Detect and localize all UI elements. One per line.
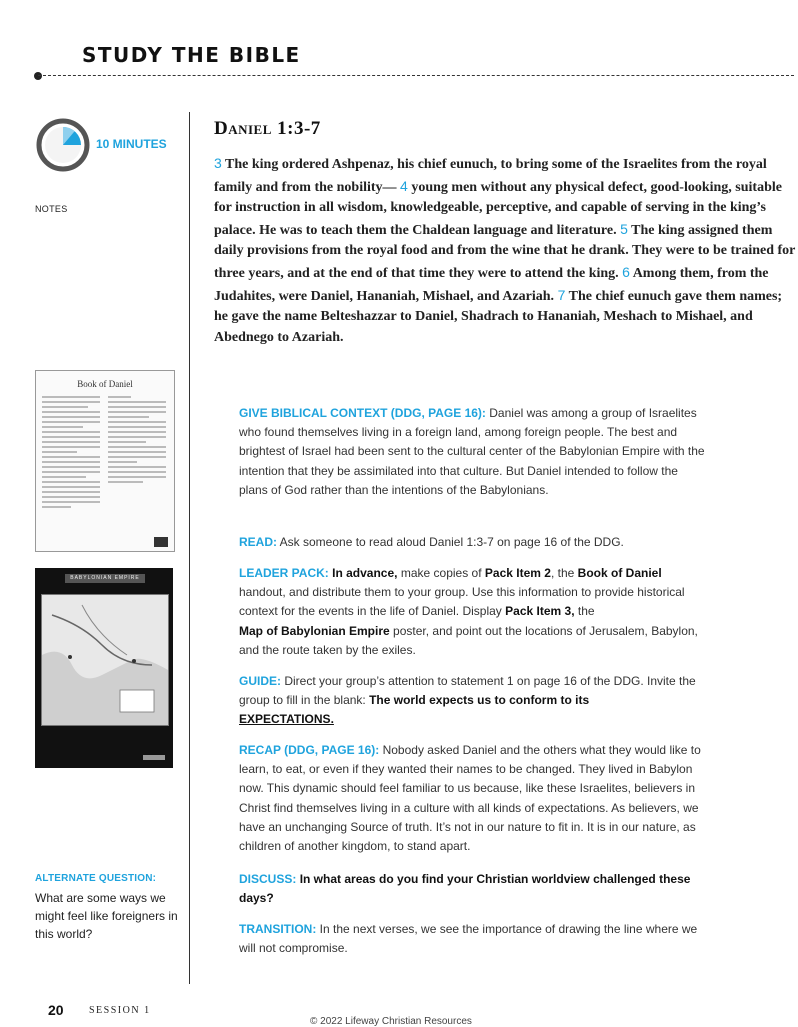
leader-pack-emphasis: In advance, [332,566,398,580]
alternate-question-label: ALTERNATE QUESTION: [35,873,157,884]
guide-paragraph [239,672,709,730]
pack-item-2: Pack Item 2 [484,566,551,580]
session-label: SESSION 1 [89,1005,151,1016]
discuss-label: DISCUSS: [239,872,297,886]
read-paragraph [239,533,709,552]
recap-text: Nobody asked Daniel and the others what they would like to learn, to eat, or even if they wanted their names to be changed. They lived in Babylon now. This dynamic should feel familiar to us because, like these Israelites, believers in Christ find themselves living in a culture with all kinds of expectations. As believers, we have an unchanging Source of truth. It’s not in our nature to fit in. It is in our nature, as children of another kingdom, to stand apart. [239,743,701,854]
transition-paragraph [239,920,709,958]
header-rule-dot [34,72,42,80]
handout-text-column [108,393,166,486]
page-title: STUDY THE BIBLE [82,43,301,67]
copyright: © 2022 Lifeway Christian Resources [310,1016,472,1027]
poster-title: BABYLONIAN EMPIRE [65,574,145,583]
verse-number: 7 [557,286,566,303]
context-paragraph [239,404,709,500]
verse-number: 4 [400,177,408,194]
recap-paragraph [239,741,709,856]
page-number: 20 [48,1002,64,1018]
map-illustration [41,594,169,726]
verse-text: The king assigned them daily provisions from the royal food and from the wine that he drank. They were to be trained for three years, and at the end of that time they were to attend the king. [214,222,796,281]
timer-icon [36,118,90,172]
leader-pack-label: LEADER PACK: [239,566,329,580]
leader-pack-paragraph [239,564,709,660]
guide-label: GUIDE: [239,674,281,688]
guide-statement: The world expects us to conform to its [369,693,590,708]
column-divider [189,112,190,984]
read-text: Ask someone to read aloud Daniel 1:3-7 on page 16 of the DDG. [279,535,624,549]
header-rule [38,75,794,76]
pack-item-3: Pack Item 3, [505,604,575,619]
publisher-logo [154,537,168,547]
handout-title: Book of Daniel [77,379,133,389]
leader-pack-text: , the [550,566,575,580]
leader-pack-text: poster, and point out the locations of Jerusalem, Babylon, and the route taken by the exiles. [239,623,698,657]
leader-pack-text: make copies of [400,566,482,580]
guide-text: Direct your group’s attention to statement 1 on page 16 of the DDG. Invite the group to fill in the blank: [239,674,696,708]
leader-pack-text: handout, and distribute them to your group. Use this information to provide historical context for the events in the life of Daniel. Display [239,585,685,619]
scripture-passage [214,153,796,348]
handout-text-column [42,393,100,511]
discuss-paragraph [239,870,709,908]
verse-number: 3 [214,155,222,171]
discuss-question: In what areas do you find your Christian worldview challenged these days? [239,872,691,906]
context-label: GIVE BIBLICAL CONTEXT (DDG, PAGE 16): [239,406,486,420]
verse-text: Among them, from the Judahites, were Daniel, Hananiah, Mishael, and Azariah. [214,265,769,304]
recap-label: RECAP (DDG, PAGE 16): [239,743,380,757]
babylonian-empire-poster-thumbnail [35,568,173,768]
verse-text: The king ordered Ashpenaz, his chief eunuch, to bring some of the Israelites from the royal family and from the nobility— [214,157,767,195]
verse-number: 5 [620,220,628,237]
leader-pack-text: the [577,604,595,619]
book-of-daniel-handout-thumbnail [35,370,175,552]
timer-label: 10 MINUTES [96,137,167,151]
context-text: Daniel was among a group of Israelites who found themselves living in a foreign land, among foreign people. The best and brightest of Israel had been sent to the cultural center of the Babylonian Empire with the intention that they be assimilated into that culture. But Daniel intended to follow the plans of God rather than the intentions of the Babylonians. [239,406,705,497]
verse-text: The chief eunuch gave them names; he gave the name Belteshazzar to Daniel, Shadrach to Hananiah, Meshach to Mishael, and Abednego to Azariah. [214,288,783,345]
verse-number: 6 [622,263,630,280]
book-of-daniel-handout-name: Book of Daniel [577,566,662,580]
map-poster-name: Map of Babylonian Empire [239,623,390,638]
poster-logo [143,755,165,760]
transition-text: In the next verses, we see the importance of drawing the line where we will not compromise. [239,922,698,956]
notes-label: NOTES [35,204,68,214]
transition-label: TRANSITION: [239,922,317,936]
alternate-question-text: What are some ways we might feel like foreigners in this world? [35,891,178,941]
guide-answer: EXPECTATIONS. [239,712,334,727]
verse-text: young men without any physical defect, good-looking, suitable for instruction in all wisdom, knowledgeable, perceptive, and capable of serving in the king’s palace. He was to teach them the Chaldean language and literature. [214,179,782,238]
read-label: READ: [239,535,277,549]
scripture-reference: Daniel 1:3-7 [214,118,321,139]
